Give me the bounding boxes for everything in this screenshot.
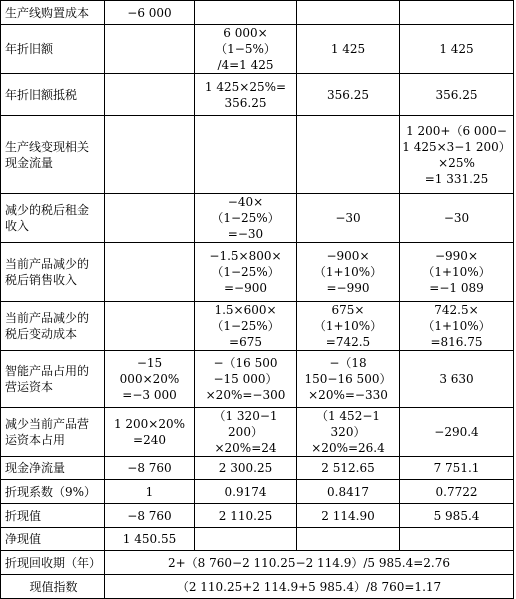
row-label: 智能产品占用的 营运资本 [1,351,105,408]
cell-year-1: （1 320−1 200） ×20%=24 [195,408,297,457]
row-label: 折现回收期（年） [1,551,105,575]
cell-year-1: 6 000×（1−5%） /4=1 425 [195,25,297,74]
table-row-depreciation [1,25,514,74]
row-label: 现金净流量 [1,457,105,480]
cell-year-2 [297,1,400,25]
cell-year-3: 3 630 [400,351,514,408]
cell-year-0 [105,302,195,351]
cell-year-3 [400,528,514,551]
cell-year-1 [195,1,297,25]
cell-year-2: 0.8417 [297,480,400,504]
cell-year-0: −8 760 [105,504,195,528]
row-label: 减少当前产品营 运资本占用 [1,408,105,457]
cell-year-0: 1 [105,480,195,504]
cell-year-0 [105,194,195,243]
table-row-depreciation-tax-shield [1,74,514,116]
cell-year-0: 1 450.55 [105,528,195,551]
cell-year-3: −290.4 [400,408,514,457]
cell-year-1 [195,528,297,551]
cell-year-2 [297,528,400,551]
payback-formula: 2+（8 760−2 110.25−2 114.9）/5 985.4=2.76 [105,551,514,575]
cell-year-2: 675×（1+10%） =742.5 [297,302,400,351]
row-label: 折现系数（9%） [1,480,105,504]
cell-year-0 [105,25,195,74]
cell-year-0: −6 000 [105,1,195,25]
row-label: 净现值 [1,528,105,551]
cell-year-3: 742.5×（1+10%） =816.75 [400,302,514,351]
cell-year-1: 1 425×25%= 356.25 [195,74,297,116]
cell-year-1 [195,116,297,194]
cell-year-1: 2 300.25 [195,457,297,480]
row-label: 减少的税后租金 收入 [1,194,105,243]
cell-year-3: 0.7722 [400,480,514,504]
cell-year-3 [400,1,514,25]
cell-year-2 [297,116,400,194]
table-row-rent-income [1,194,514,243]
cell-year-2: 2 512.65 [297,457,400,480]
cell-year-1: 2 110.25 [195,504,297,528]
pv-index-formula: （2 110.25+2 114.9+5 985.4）/8 760=1.17 [105,575,514,599]
table-row-net-cash-flow [1,457,514,480]
cell-year-0 [105,243,195,302]
table-row-saved-variable-cost [1,302,514,351]
cell-year-3: 1 425 [400,25,514,74]
cell-year-0 [105,74,195,116]
row-label: 生产线变现相关 现金流量 [1,116,105,194]
cell-year-3: 356.25 [400,74,514,116]
row-label: 生产线购置成本 [1,1,105,25]
table-row-npv [1,528,514,551]
cell-year-2: −（18 150−16 500） ×20%=−330 [297,351,400,408]
cell-year-3: −30 [400,194,514,243]
cell-year-0: −8 760 [105,457,195,480]
table-row-lost-sales [1,243,514,302]
cell-year-2: −30 [297,194,400,243]
table-row-disposal-cash-flow [1,116,514,194]
row-label: 年折旧额抵税 [1,74,105,116]
row-label: 折现值 [1,504,105,528]
cell-year-1: 1.5×600× （1−25%）=675 [195,302,297,351]
table-row-purchase-cost [1,1,514,25]
cell-year-2: −900×（1+10%） =−990 [297,243,400,302]
cell-year-1: −1.5×800× （1−25%） =−900 [195,243,297,302]
cell-year-3: 1 200+（6 000− 1 425×3−1 200） ×25% =1 331.25 [400,116,514,194]
table-row-discount-factor [1,480,514,504]
cell-year-3: 7 751.1 [400,457,514,480]
table-row-discounted-value [1,504,514,528]
cell-year-2: 2 114.90 [297,504,400,528]
row-label: 当前产品减少的 税后变动成本 [1,302,105,351]
cell-year-0: −15 000×20% =−3 000 [105,351,195,408]
row-label: 当前产品减少的 税后销售收入 [1,243,105,302]
cell-year-0 [105,116,195,194]
cell-year-1: 0.9174 [195,480,297,504]
cell-year-1: −40×（1−25%） =−30 [195,194,297,243]
table-row-working-capital [1,351,514,408]
table-row-released-working-capital [1,408,514,457]
table-row-pv-index [1,575,514,599]
row-label: 年折旧额 [1,25,105,74]
row-label: 现值指数 [1,575,105,599]
cell-year-3: 5 985.4 [400,504,514,528]
cell-year-2: 1 425 [297,25,400,74]
cell-year-2: （1 452−1 320） ×20%=26.4 [297,408,400,457]
cell-year-1: −（16 500 −15 000） ×20%=−300 [195,351,297,408]
cell-year-0: 1 200×20% =240 [105,408,195,457]
cell-year-2: 356.25 [297,74,400,116]
table-row-payback-period [1,551,514,575]
cell-year-3: −990×（1+10%） =−1 089 [400,243,514,302]
